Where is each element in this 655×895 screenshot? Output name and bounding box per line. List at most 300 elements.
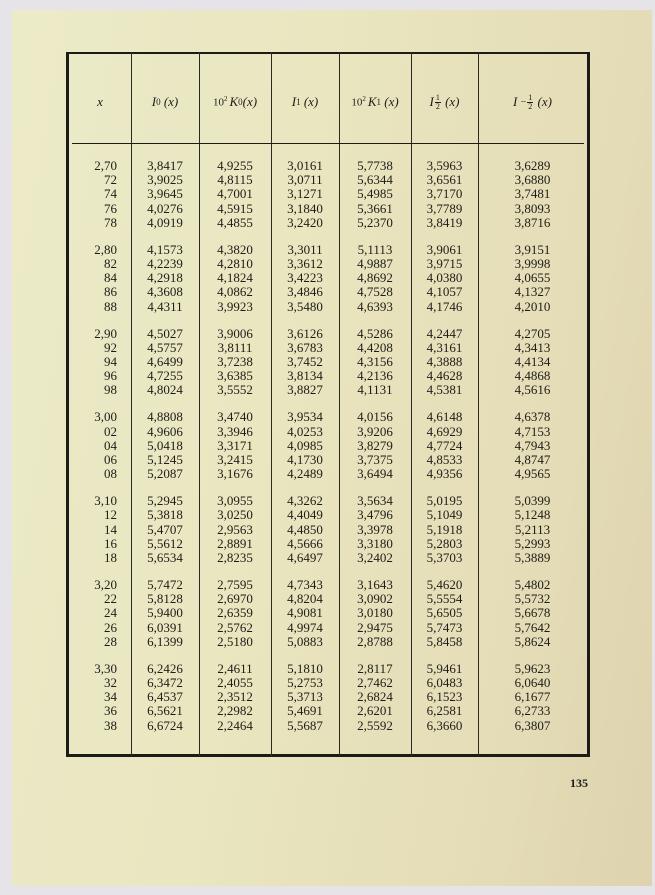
table-cell: 5,7738 <box>357 158 393 173</box>
row-group <box>411 662 478 733</box>
table-cell: 6,2581 <box>426 703 463 719</box>
table-cell: 4,9974 <box>287 619 323 635</box>
header-argument: (x) <box>242 94 258 109</box>
row-group <box>271 159 339 230</box>
table-cell: 3,9534 <box>287 409 323 425</box>
table-cell: 6,4537 <box>147 689 183 705</box>
table-cell: 2,2982 <box>217 703 253 719</box>
table-cell: 92 <box>104 339 117 355</box>
row-group <box>339 662 411 733</box>
table-cell: 4,9606 <box>147 423 183 439</box>
table-cell: 4,6378 <box>514 409 551 425</box>
table-cell: 2,8788 <box>357 633 393 649</box>
header-i-half <box>411 60 478 144</box>
column-k1 <box>339 159 411 746</box>
table-cell: 4,6929 <box>426 423 463 439</box>
table-cell: 5,4691 <box>287 703 323 719</box>
table-cell: 4,2810 <box>217 256 253 272</box>
table-cell: 4,8204 <box>287 591 323 607</box>
table-cell: 2,6359 <box>217 605 253 621</box>
table-cell: 4,2239 <box>147 256 183 272</box>
table-cell: 4,7343 <box>287 577 323 593</box>
table-cell: 4,5915 <box>217 200 253 216</box>
table-cell: 6,2733 <box>514 703 551 719</box>
table-cell: 04 <box>104 437 117 453</box>
column-x <box>72 159 117 746</box>
table-cell: 5,9623 <box>514 660 551 676</box>
row-group <box>478 159 587 230</box>
table-cell: 3,9025 <box>147 172 183 188</box>
table-cell: 6,3807 <box>514 717 551 733</box>
row-group <box>199 327 271 398</box>
table-cell: 2,7462 <box>357 675 393 691</box>
row-group <box>199 662 271 733</box>
table-cell: 4,0862 <box>217 284 253 300</box>
table-cell: 5,5732 <box>514 591 551 607</box>
table-cell: 4,7255 <box>147 368 183 384</box>
table-cell: 3,10 <box>94 493 117 509</box>
table-cell: 4,8533 <box>426 452 463 468</box>
table-cell: 3,8279 <box>357 437 393 453</box>
table-cell: 3,8417 <box>147 158 183 173</box>
table-cell: 4,1131 <box>357 382 393 398</box>
table-cell: 6,1399 <box>147 633 183 649</box>
table-cell: 4,5381 <box>426 382 463 398</box>
header-argument: (x) <box>537 94 552 109</box>
table-cell: 3,3171 <box>217 437 253 453</box>
table-cell: 5,2993 <box>514 535 551 551</box>
table-cell: 22 <box>104 591 117 607</box>
fraction-numerator: 1 <box>435 92 440 102</box>
column-i-half <box>411 159 478 746</box>
table-cell: 2,5762 <box>217 619 253 635</box>
table-cell: 3,6289 <box>514 158 551 173</box>
table-cell: 5,4985 <box>357 186 393 202</box>
table-cell: 3,0161 <box>287 158 323 173</box>
table-cell: 2,4055 <box>217 675 253 691</box>
table-cell: 4,6497 <box>287 550 323 566</box>
table-cell: 3,6880 <box>514 172 551 188</box>
table-cell: 6,1523 <box>426 689 463 705</box>
header-prefix <box>351 95 366 109</box>
table-cell: 3,1271 <box>287 186 323 202</box>
table-cell: 4,6148 <box>426 409 463 425</box>
table-cell: 3,0955 <box>217 493 253 509</box>
row-group <box>271 494 339 565</box>
row-group <box>131 159 199 230</box>
table-cell: 4,8024 <box>147 382 183 398</box>
table-cell: 3,8827 <box>287 382 323 398</box>
table-cell: 5,8624 <box>514 633 551 649</box>
table-cell: 3,9206 <box>357 423 393 439</box>
row-group <box>339 243 411 314</box>
header-symbol: I <box>429 94 434 109</box>
table-cell: 4,8692 <box>357 270 393 286</box>
table-cell: 4,1746 <box>426 298 463 314</box>
table-cell: 4,0380 <box>426 270 463 286</box>
table-cell: 4,0655 <box>514 270 551 286</box>
table-cell: 4,0276 <box>147 200 183 216</box>
row-group <box>199 159 271 230</box>
table-cell: 2,8117 <box>357 660 393 676</box>
table-cell: 2,2464 <box>217 717 253 733</box>
fraction-one-half <box>435 94 441 111</box>
prefix-exponent: 2 <box>362 95 366 104</box>
table-cell: 3,4740 <box>217 409 253 425</box>
table-cell: 5,9400 <box>147 605 183 621</box>
column-i1 <box>271 159 339 746</box>
table-cell: 5,2803 <box>426 535 463 551</box>
table-cell: 5,0195 <box>426 493 463 509</box>
table-cell: 4,9887 <box>357 256 393 272</box>
row-group <box>271 578 339 649</box>
table-cell: 4,7724 <box>426 437 463 453</box>
table-cell: 4,0253 <box>287 423 323 439</box>
table-cell: 4,5286 <box>357 325 393 341</box>
table-cell: 3,9645 <box>147 186 183 202</box>
table-cell: 94 <box>104 354 117 370</box>
row-group <box>72 662 117 733</box>
prefix-exponent: 2 <box>223 95 228 104</box>
table-cell: 86 <box>104 284 117 300</box>
row-group <box>411 410 478 481</box>
row-group <box>478 662 587 733</box>
table-cell: 5,1113 <box>357 241 393 257</box>
table-cell: 3,9998 <box>514 256 551 272</box>
table-cell: 4,1730 <box>287 452 323 468</box>
table-cell: 6,1677 <box>514 689 551 705</box>
table-cell: 3,0180 <box>357 605 393 621</box>
table-cell: 4,1573 <box>147 241 183 257</box>
table-cell: 3,1840 <box>287 200 323 216</box>
table-cell: 6,6724 <box>147 717 183 733</box>
table-cell: 5,8128 <box>147 591 183 607</box>
table-cell: 5,3713 <box>287 689 323 705</box>
header-symbol: I <box>291 94 297 109</box>
header-k0 <box>199 60 271 144</box>
row-group <box>478 494 587 565</box>
table-cell: 3,9923 <box>217 298 253 314</box>
fraction-denominator: 2 <box>435 101 440 111</box>
row-group <box>131 410 199 481</box>
table-cell: 16 <box>104 535 117 551</box>
table-cell: 5,0883 <box>287 633 323 649</box>
header-i-minus-half <box>478 60 587 144</box>
table-cell: 3,9006 <box>217 325 253 341</box>
table-cell: 3,6385 <box>217 368 253 384</box>
table-cell: 2,6201 <box>357 703 393 719</box>
header-prefix <box>213 95 228 109</box>
table-cell: 3,30 <box>94 660 117 676</box>
row-group <box>339 327 411 398</box>
table-cell: 5,4707 <box>147 521 183 537</box>
table-cell: 5,1049 <box>426 507 463 523</box>
table-cell: 5,9461 <box>426 660 463 676</box>
row-group <box>72 494 117 565</box>
table-cell: 4,9356 <box>426 466 463 482</box>
table-cell: 2,9563 <box>217 521 253 537</box>
header-symbol: K <box>229 94 239 109</box>
table-cell: 5,1918 <box>426 521 463 537</box>
table-cell: 5,7472 <box>147 577 183 593</box>
table-cell: 5,2945 <box>147 493 183 509</box>
table-cell: 5,3661 <box>357 200 393 216</box>
table-cell: 2,6970 <box>217 591 253 607</box>
row-group <box>339 410 411 481</box>
table-cell: 5,3889 <box>514 550 551 566</box>
header-symbol: I <box>513 94 518 109</box>
table-cell: 6,2426 <box>147 660 183 676</box>
table-cell: 5,1810 <box>287 660 323 676</box>
prefix-base: 10 <box>212 96 224 109</box>
prefix-base: 10 <box>351 96 363 109</box>
table-cell: 4,2705 <box>514 325 551 341</box>
table-cell: 4,0985 <box>287 437 323 453</box>
table-cell: 2,4611 <box>217 660 253 676</box>
table-cell: 26 <box>104 619 117 635</box>
table-cell: 5,2370 <box>357 214 393 230</box>
row-group <box>478 327 587 398</box>
table-cell: 96 <box>104 368 117 384</box>
table-cell: 3,9061 <box>426 241 463 257</box>
table-cell: 5,5612 <box>147 535 183 551</box>
table-cell: 5,6534 <box>147 550 183 566</box>
table-cell: 5,3703 <box>426 550 463 566</box>
table-cell: 2,5180 <box>217 633 253 649</box>
header-k1 <box>339 60 411 144</box>
table-cell: 5,3818 <box>147 507 183 523</box>
table-cell: 3,1676 <box>217 466 253 482</box>
column-k0 <box>199 159 271 746</box>
header-argument: (x) <box>384 94 399 109</box>
table-cell: 2,9475 <box>357 619 393 635</box>
table-cell: 32 <box>104 675 117 691</box>
table-cell: 4,4134 <box>514 354 551 370</box>
table-cell: 5,4620 <box>426 577 463 593</box>
table-cell: 4,9565 <box>514 466 551 482</box>
row-group <box>478 243 587 314</box>
table-cell: 2,90 <box>94 325 117 341</box>
row-group <box>411 327 478 398</box>
table-cell: 3,3180 <box>357 535 393 551</box>
table-cell: 4,7153 <box>514 423 551 439</box>
table-cell: 5,6505 <box>426 605 463 621</box>
table-cell: 2,6824 <box>357 689 393 705</box>
table-cell: 4,2918 <box>147 270 183 286</box>
row-group <box>72 327 117 398</box>
table-cell: 4,6499 <box>147 354 183 370</box>
table-cell: 3,4223 <box>287 270 323 286</box>
table-cell: 3,7452 <box>287 354 323 370</box>
row-group <box>411 494 478 565</box>
row-group <box>271 410 339 481</box>
table-cell: 82 <box>104 256 117 272</box>
table-cell: 3,5963 <box>426 158 463 173</box>
header-symbol: I <box>151 94 157 109</box>
table-cell: 88 <box>104 298 117 314</box>
row-group <box>72 159 117 230</box>
table-cell: 4,7528 <box>357 284 393 300</box>
table-cell: 4,0919 <box>147 214 183 230</box>
header-i1 <box>271 60 339 144</box>
table-cell: 5,5687 <box>287 717 323 733</box>
table-cell: 4,0156 <box>357 409 393 425</box>
table-cell: 3,0711 <box>287 172 323 188</box>
table-cell: 3,7375 <box>357 452 393 468</box>
table-cell: 2,8235 <box>217 550 253 566</box>
table-cell: 4,1327 <box>514 284 551 300</box>
table-cell: 4,4628 <box>426 368 463 384</box>
fraction-one-half <box>527 94 533 111</box>
table-cell: 74 <box>104 186 117 202</box>
row-group <box>131 243 199 314</box>
fraction-denominator: 2 <box>528 101 533 111</box>
table-cell: 5,5554 <box>426 591 463 607</box>
table-cell: 4,4049 <box>287 507 323 523</box>
row-group <box>131 327 199 398</box>
row-group <box>271 327 339 398</box>
table-cell: 4,4855 <box>217 214 253 230</box>
table-cell: 6,3660 <box>426 717 463 733</box>
table-cell: 6,3472 <box>147 675 183 691</box>
table-cell: 4,9081 <box>287 605 323 621</box>
row-group <box>199 243 271 314</box>
row-group <box>199 494 271 565</box>
table-cell: 08 <box>104 466 117 482</box>
table-cell: 4,1057 <box>426 284 463 300</box>
header-subscript: 0 <box>238 97 243 107</box>
table-cell: 4,8808 <box>147 409 183 425</box>
table-cell: 2,8891 <box>217 535 253 551</box>
row-group <box>131 494 199 565</box>
table-cell: 3,7481 <box>514 186 551 202</box>
row-group <box>199 578 271 649</box>
table-cell: 6,0483 <box>426 675 463 691</box>
table-cell: 4,3608 <box>147 284 183 300</box>
table-cell: 36 <box>104 703 117 719</box>
table-cell: 3,8111 <box>217 339 253 355</box>
table-cell: 5,4802 <box>514 577 551 593</box>
table-cell: 84 <box>104 270 117 286</box>
header-subscript: 1 <box>376 97 381 107</box>
table-cell: 2,3512 <box>217 689 253 705</box>
minus-sign: − <box>520 96 527 108</box>
table-cell: 3,6561 <box>426 172 463 188</box>
table-cell: 4,8115 <box>217 172 253 188</box>
table-cell: 5,1245 <box>147 452 183 468</box>
table-cell: 72 <box>104 172 117 188</box>
table-cell: 4,3413 <box>514 339 551 355</box>
table-cell: 2,7595 <box>217 577 253 593</box>
table-cell: 3,3011 <box>287 241 323 257</box>
header-subscript: 0 <box>156 97 161 107</box>
row-group <box>271 243 339 314</box>
table-cell: 4,3888 <box>426 354 463 370</box>
row-group <box>339 494 411 565</box>
header-x-label: x <box>97 94 103 109</box>
table-cell: 4,3262 <box>287 493 323 509</box>
table-cell: 34 <box>104 689 117 705</box>
table-cell: 6,5621 <box>147 703 183 719</box>
table-cell: 5,6678 <box>514 605 551 621</box>
table-cell: 4,4850 <box>287 521 323 537</box>
table-cell: 28 <box>104 633 117 649</box>
row-group <box>339 578 411 649</box>
row-group <box>478 578 587 649</box>
table-cell: 3,8716 <box>514 214 551 230</box>
table-cell: 3,5480 <box>287 298 323 314</box>
table-cell: 4,1824 <box>217 270 253 286</box>
table-cell: 4,7001 <box>217 186 253 202</box>
header-argument: (x) <box>163 94 179 109</box>
table-cell: 4,3820 <box>217 241 253 257</box>
row-group <box>411 159 478 230</box>
table-cell: 5,6344 <box>357 172 393 188</box>
table-cell: 3,0902 <box>357 591 393 607</box>
row-group <box>478 410 587 481</box>
header-argument: (x) <box>303 94 319 109</box>
table-cell: 3,20 <box>94 577 117 593</box>
header-subscript: 1 <box>296 97 301 107</box>
row-group <box>72 410 117 481</box>
header-x <box>69 60 131 144</box>
table-cell: 3,3946 <box>217 423 253 439</box>
table-cell: 3,4846 <box>287 284 323 300</box>
table-cell: 4,5666 <box>287 535 323 551</box>
table-cell: 78 <box>104 214 117 230</box>
table-cell: 76 <box>104 200 117 216</box>
table-cell: 3,9715 <box>426 256 463 272</box>
table-cell: 5,0399 <box>514 493 551 509</box>
table-cell: 3,6783 <box>287 339 323 355</box>
table-cell: 18 <box>104 550 117 566</box>
table-cell: 2,5592 <box>357 717 393 733</box>
row-group <box>72 578 117 649</box>
header-i0 <box>131 60 199 144</box>
table-cell: 4,2447 <box>426 325 463 341</box>
row-group <box>411 243 478 314</box>
table-cell: 5,2087 <box>147 466 183 482</box>
table-cell: 4,5757 <box>147 339 183 355</box>
table-cell: 3,4796 <box>357 507 393 523</box>
table-cell: 4,6393 <box>357 298 393 314</box>
table-cell: 4,2489 <box>287 466 323 482</box>
table-cell: 2,70 <box>94 158 117 173</box>
table-cell: 12 <box>104 507 117 523</box>
table-cell: 3,1643 <box>357 577 393 593</box>
table-cell: 3,0250 <box>217 507 253 523</box>
table-cell: 5,2113 <box>514 521 551 537</box>
table-cell: 06 <box>104 452 117 468</box>
table-cell: 3,7238 <box>217 354 253 370</box>
table-cell: 3,2420 <box>287 214 323 230</box>
table-cell: 3,2402 <box>357 550 393 566</box>
table-cell: 3,8134 <box>287 368 323 384</box>
table-cell: 4,4311 <box>147 298 183 314</box>
table-cell: 4,2136 <box>357 368 393 384</box>
row-group <box>72 243 117 314</box>
table-cell: 14 <box>104 521 117 537</box>
fraction-numerator: 1 <box>528 92 533 102</box>
table-cell: 6,0640 <box>514 675 551 691</box>
table-cell: 5,0418 <box>147 437 183 453</box>
table-cell: 4,3161 <box>426 339 463 355</box>
table-cell: 3,7789 <box>426 200 463 216</box>
table-cell: 3,7170 <box>426 186 463 202</box>
table-cell: 5,8458 <box>426 633 463 649</box>
table-cell: 24 <box>104 605 117 621</box>
row-group <box>131 662 199 733</box>
